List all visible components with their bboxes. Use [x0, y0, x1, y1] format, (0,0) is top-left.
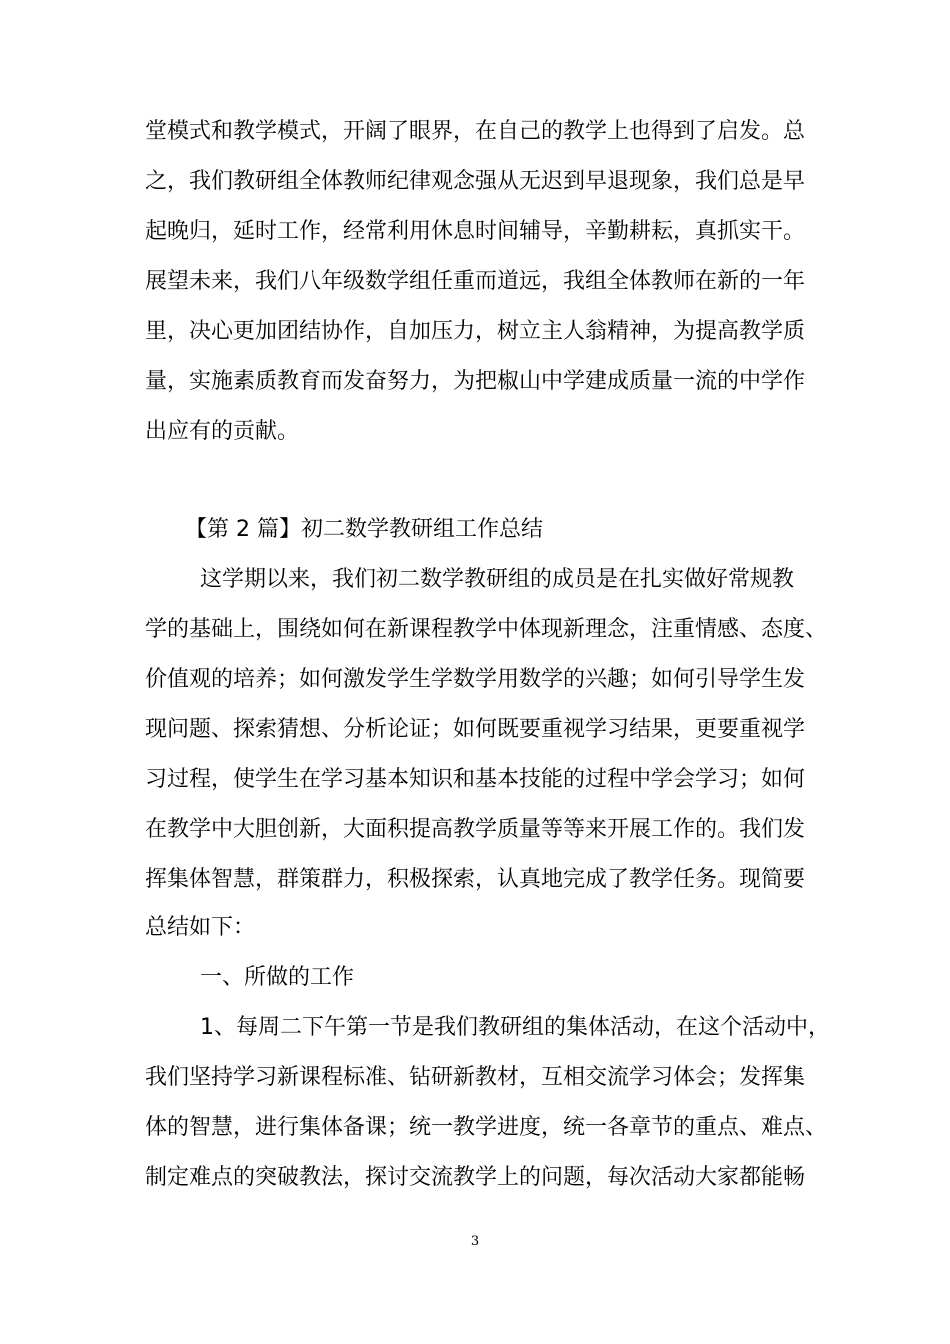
subheading: 一、所做的工作 [200, 965, 355, 990]
text-line: 堂模式和教学模式，开阔了眼界，在自己的教学上也得到了启发。总 [145, 119, 806, 144]
text-line: 1、每周二下午第一节是我们教研组的集体活动，在这个活动中， [200, 1015, 830, 1040]
text-line: 我们坚持学习新课程标准、钻研新教材，互相交流学习体会；发挥集 [145, 1065, 806, 1090]
text-line: 展望未来，我们八年级数学组任重而道远，我组全体教师在新的一年 [145, 269, 806, 294]
text-line: 这学期以来，我们初二数学教研组的成员是在扎实做好常规教 [200, 567, 795, 592]
text-line: 量，实施素质教育而发奋努力，为把椒山中学建成质量一流的中学作 [145, 369, 806, 394]
text-line: 习过程，使学生在学习基本知识和基本技能的过程中学会学习；如何 [145, 767, 806, 792]
text-line: 制定难点的突破教法，探讨交流教学上的问题，每次活动大家都能畅 [145, 1165, 806, 1190]
text-line: 体的智慧，进行集体备课；统一教学进度，统一各章节的重点、难点、 [145, 1115, 828, 1140]
text-line: 总结如下： [145, 915, 256, 940]
text-line: 起晚归，延时工作，经常利用休息时间辅导，辛勤耕耘，真抓实干。 [145, 219, 806, 244]
text-line: 之，我们教研组全体教师纪律观念强从无迟到早退现象，我们总是早 [145, 169, 806, 194]
page-number: 3 [470, 1234, 480, 1249]
section-heading: 【第 2 篇】初二数学教研组工作总结 [185, 517, 543, 542]
text-line: 学的基础上，围绕如何在新课程教学中体现新理念，注重情感、态度、 [145, 617, 828, 642]
text-line: 出应有的贡献。 [145, 419, 300, 444]
text-line: 在教学中大胆创新，大面积提高教学质量等等来开展工作的。我们发 [145, 817, 806, 842]
text-line: 里，决心更加团结协作，自加压力，树立主人翁精神，为提高教学质 [145, 319, 806, 344]
text-line: 现问题、探索猜想、分析论证；如何既要重视学习结果，更要重视学 [145, 717, 806, 742]
text-line: 价值观的培养；如何激发学生学数学用数学的兴趣；如何引导学生发 [145, 667, 806, 692]
text-line: 挥集体智慧，群策群力，积极探索，认真地完成了教学任务。现简要 [145, 867, 806, 892]
